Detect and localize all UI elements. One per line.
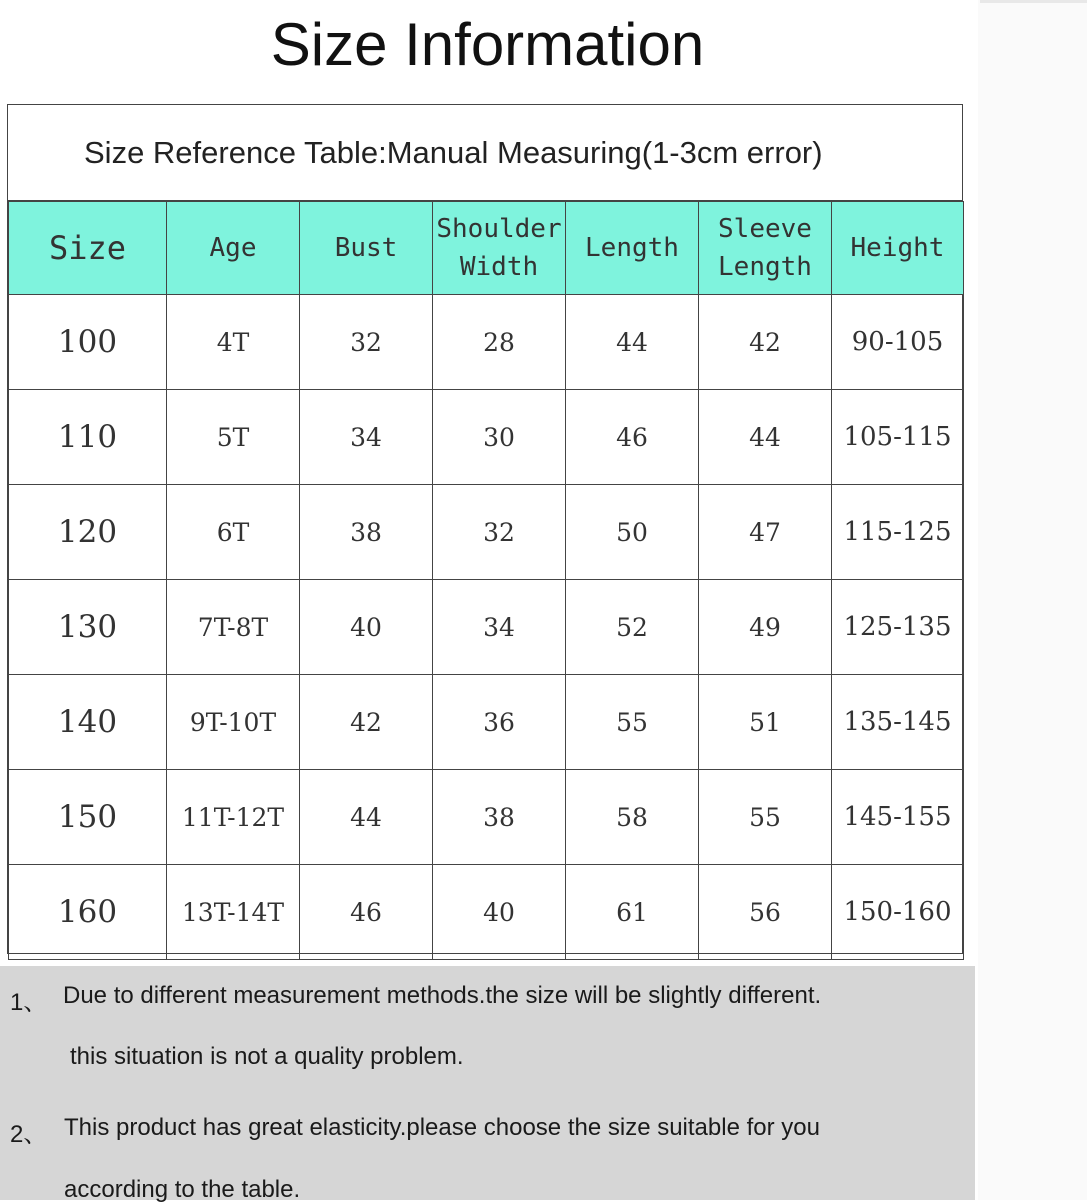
header-age xyxy=(167,202,300,295)
cell-age: 11T-12T xyxy=(167,770,300,865)
header-label: Size xyxy=(48,229,127,267)
cell-size: 100 xyxy=(9,295,167,390)
header-label: Shoulder xyxy=(436,214,562,244)
cell-size: 110 xyxy=(9,390,167,485)
cell-age: 6T xyxy=(167,485,300,580)
cell-length: 58 xyxy=(566,770,699,865)
table-body xyxy=(9,295,964,960)
header-label: Bust xyxy=(334,233,398,263)
cell-length: 44 xyxy=(566,295,699,390)
cell-sleeve-length: 55 xyxy=(699,770,832,865)
cell-height: 125-135 xyxy=(832,580,964,675)
table-row xyxy=(9,770,964,865)
cell-shoulder-width: 40 xyxy=(433,865,566,960)
side-margin xyxy=(978,0,1087,1200)
header-label: Age xyxy=(209,233,257,263)
cell-bust: 40 xyxy=(300,580,433,675)
table-row xyxy=(9,580,964,675)
cell-age: 9T-10T xyxy=(167,675,300,770)
header-height xyxy=(832,202,964,295)
cell-length: 61 xyxy=(566,865,699,960)
size-table-frame xyxy=(7,104,963,954)
cell-size: 150 xyxy=(9,770,167,865)
notes-panel xyxy=(0,966,975,1203)
cell-size: 120 xyxy=(9,485,167,580)
cell-shoulder-width: 34 xyxy=(433,580,566,675)
cell-size: 160 xyxy=(9,865,167,960)
cell-age: 7T-8T xyxy=(167,580,300,675)
table-row xyxy=(9,295,964,390)
cell-bust: 34 xyxy=(300,390,433,485)
divider xyxy=(980,0,1087,3)
cell-bust: 38 xyxy=(300,485,433,580)
table-subtitle: Size Reference Table:Manual Measuring(1-3cm error) xyxy=(8,105,962,201)
note-line: according to the table. xyxy=(64,1176,301,1203)
cell-height: 115-125 xyxy=(832,485,964,580)
cell-sleeve-length: 51 xyxy=(699,675,832,770)
header-size xyxy=(9,202,167,295)
table-row xyxy=(9,485,964,580)
cell-height: 135-145 xyxy=(832,675,964,770)
cell-shoulder-width: 32 xyxy=(433,485,566,580)
cell-size: 140 xyxy=(9,675,167,770)
table-header-row xyxy=(9,202,964,295)
header-bust xyxy=(300,202,433,295)
cell-length: 55 xyxy=(566,675,699,770)
cell-length: 50 xyxy=(566,485,699,580)
header-label: Height xyxy=(850,233,945,263)
cell-height: 150-160 xyxy=(832,865,964,960)
cell-length: 46 xyxy=(566,390,699,485)
cell-height: 145-155 xyxy=(832,770,964,865)
note-line: this situation is not a quality problem. xyxy=(70,1043,464,1070)
cell-age: 4T xyxy=(167,295,300,390)
cell-height: 90-105 xyxy=(832,295,964,390)
header-label: Sleeve xyxy=(718,214,812,244)
cell-sleeve-length: 44 xyxy=(699,390,832,485)
cell-bust: 44 xyxy=(300,770,433,865)
note-line: This product has great elasticity.please choose the size suitable for you xyxy=(64,1114,820,1141)
page-title: Size Information xyxy=(270,11,705,78)
note-number: 1、 xyxy=(10,989,48,1016)
cell-sleeve-length: 42 xyxy=(699,295,832,390)
table-row xyxy=(9,390,964,485)
table-row xyxy=(9,865,964,960)
header-shoulder-width xyxy=(433,202,566,295)
cell-sleeve-length: 56 xyxy=(699,865,832,960)
header-label: Length xyxy=(718,252,812,282)
cell-size: 130 xyxy=(9,580,167,675)
cell-sleeve-length: 49 xyxy=(699,580,832,675)
cell-sleeve-length: 47 xyxy=(699,485,832,580)
header-sleeve-length xyxy=(699,202,832,295)
table-row xyxy=(9,675,964,770)
header-label: Length xyxy=(585,233,679,263)
cell-shoulder-width: 36 xyxy=(433,675,566,770)
cell-shoulder-width: 28 xyxy=(433,295,566,390)
cell-bust: 32 xyxy=(300,295,433,390)
cell-shoulder-width: 30 xyxy=(433,390,566,485)
cell-height: 105-115 xyxy=(832,390,964,485)
cell-age: 5T xyxy=(167,390,300,485)
header-length xyxy=(566,202,699,295)
cell-age: 13T-14T xyxy=(167,865,300,960)
cell-length: 52 xyxy=(566,580,699,675)
cell-shoulder-width: 38 xyxy=(433,770,566,865)
note-number: 2、 xyxy=(10,1121,48,1148)
cell-bust: 46 xyxy=(300,865,433,960)
cell-bust: 42 xyxy=(300,675,433,770)
header-label: Width xyxy=(459,252,539,282)
note-line: Due to different measurement methods.the size will be slightly different. xyxy=(63,982,822,1009)
size-table xyxy=(8,201,964,960)
